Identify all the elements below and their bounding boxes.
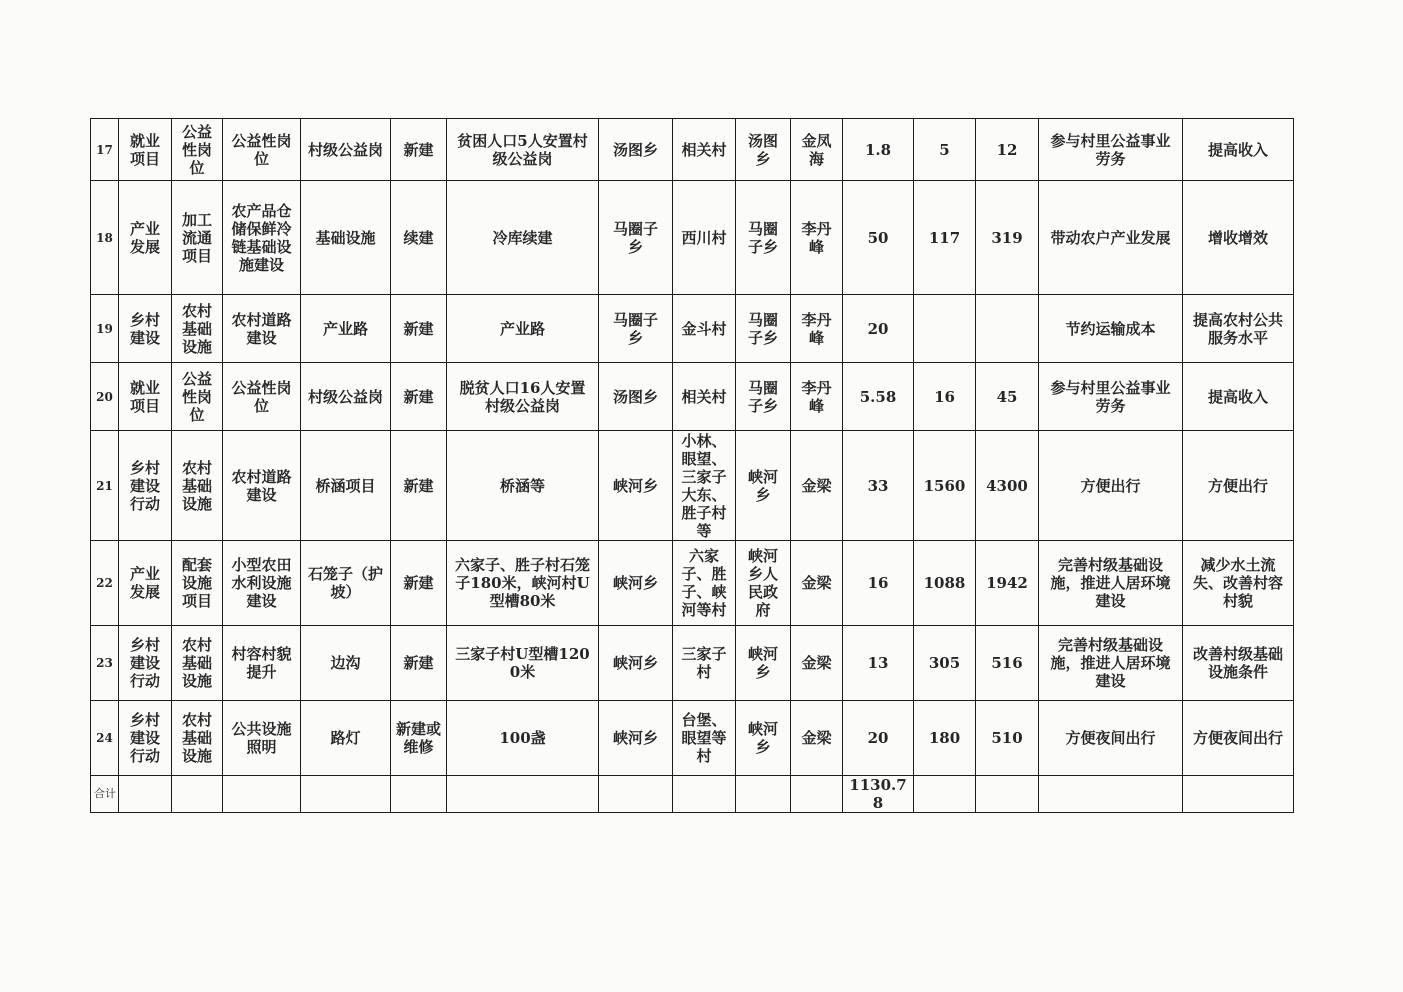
construction-type-cell: 边沟	[301, 626, 391, 701]
empty-cell	[172, 776, 223, 813]
township-cell: 汤图乡	[599, 119, 673, 181]
households-cell	[914, 295, 976, 363]
build-mode-cell: 新建	[391, 363, 447, 431]
project-name-cell: 公益性岗位	[223, 363, 301, 431]
construction-content-cell: 100盏	[447, 701, 599, 776]
subcategory-cell: 农村基础设施	[172, 431, 223, 541]
performance-goal-cell: 减少水土流失、改善村容村貌	[1183, 541, 1294, 626]
responsible-unit-cell: 马圈子乡	[736, 181, 791, 295]
population-cell: 510	[976, 701, 1039, 776]
village-cell: 相关村	[673, 119, 736, 181]
population-cell: 4300	[976, 431, 1039, 541]
households-cell: 305	[914, 626, 976, 701]
category-cell: 就业项目	[119, 119, 172, 181]
category-cell: 产业发展	[119, 541, 172, 626]
responsible-person-cell: 李丹峰	[791, 295, 843, 363]
construction-type-cell: 路灯	[301, 701, 391, 776]
subcategory-cell: 农村基础设施	[172, 626, 223, 701]
village-cell: 六家子、胜子、峡河等村	[673, 541, 736, 626]
build-mode-cell: 续建	[391, 181, 447, 295]
benefit-mechanism-cell: 带动农户产业发展	[1039, 181, 1183, 295]
construction-content-cell: 三家子村U型槽1200米	[447, 626, 599, 701]
village-cell: 台堡、眼望等村	[673, 701, 736, 776]
build-mode-cell: 新建	[391, 626, 447, 701]
performance-goal-cell: 提高农村公共服务水平	[1183, 295, 1294, 363]
responsible-person-cell: 李丹峰	[791, 181, 843, 295]
empty-cell	[447, 776, 599, 813]
performance-goal-cell: 方便出行	[1183, 431, 1294, 541]
subcategory-cell: 公益性岗位	[172, 119, 223, 181]
construction-type-cell: 石笼子（护坡）	[301, 541, 391, 626]
construction-content-cell: 冷库续建	[447, 181, 599, 295]
population-cell: 1942	[976, 541, 1039, 626]
performance-goal-cell: 方便夜间出行	[1183, 701, 1294, 776]
township-cell: 马圈子乡	[599, 181, 673, 295]
population-cell: 45	[976, 363, 1039, 431]
row-number: 18	[91, 181, 119, 295]
funding-cell: 1.8	[843, 119, 914, 181]
funding-cell: 50	[843, 181, 914, 295]
population-cell	[976, 295, 1039, 363]
total-amount: 1130.78	[843, 776, 914, 813]
empty-cell	[736, 776, 791, 813]
benefit-mechanism-cell: 参与村里公益事业劳务	[1039, 363, 1183, 431]
total-row	[91, 776, 1294, 813]
table-row	[91, 181, 1294, 295]
row-number: 22	[91, 541, 119, 626]
row-number: 21	[91, 431, 119, 541]
table-row	[91, 701, 1294, 776]
category-cell: 乡村建设	[119, 295, 172, 363]
funding-cell: 16	[843, 541, 914, 626]
responsible-person-cell: 金梁	[791, 541, 843, 626]
table-row	[91, 363, 1294, 431]
funding-cell: 33	[843, 431, 914, 541]
construction-type-cell: 产业路	[301, 295, 391, 363]
empty-cell	[1039, 776, 1183, 813]
row-number: 17	[91, 119, 119, 181]
project-name-cell: 村容村貌提升	[223, 626, 301, 701]
responsible-person-cell: 李丹峰	[791, 363, 843, 431]
village-cell: 相关村	[673, 363, 736, 431]
empty-cell	[223, 776, 301, 813]
empty-cell	[1183, 776, 1294, 813]
empty-cell	[976, 776, 1039, 813]
construction-content-cell: 六家子、胜子村石笼子180米，峡河村U型槽80米	[447, 541, 599, 626]
table-row	[91, 295, 1294, 363]
households-cell: 5	[914, 119, 976, 181]
row-number: 20	[91, 363, 119, 431]
construction-content-cell: 脱贫人口16人安置村级公益岗	[447, 363, 599, 431]
responsible-person-cell: 金梁	[791, 431, 843, 541]
responsible-unit-cell: 峡河乡	[736, 701, 791, 776]
performance-goal-cell: 改善村级基础设施条件	[1183, 626, 1294, 701]
empty-cell	[119, 776, 172, 813]
empty-cell	[599, 776, 673, 813]
table-row	[91, 541, 1294, 626]
benefit-mechanism-cell: 方便夜间出行	[1039, 701, 1183, 776]
village-cell: 小林、眼望、三家子大东、胜子村等	[673, 431, 736, 541]
project-table	[90, 118, 1294, 813]
township-cell: 峡河乡	[599, 541, 673, 626]
empty-cell	[673, 776, 736, 813]
subcategory-cell: 公益性岗位	[172, 363, 223, 431]
build-mode-cell: 新建	[391, 119, 447, 181]
responsible-unit-cell: 汤图乡	[736, 119, 791, 181]
row-number: 19	[91, 295, 119, 363]
funding-cell: 13	[843, 626, 914, 701]
category-cell: 就业项目	[119, 363, 172, 431]
construction-type-cell: 基础设施	[301, 181, 391, 295]
row-number: 23	[91, 626, 119, 701]
village-cell: 西川村	[673, 181, 736, 295]
construction-content-cell: 桥涵等	[447, 431, 599, 541]
build-mode-cell: 新建	[391, 431, 447, 541]
benefit-mechanism-cell: 完善村级基础设施，推进人居环境建设	[1039, 626, 1183, 701]
township-cell: 峡河乡	[599, 626, 673, 701]
construction-type-cell: 桥涵项目	[301, 431, 391, 541]
table-row	[91, 119, 1294, 181]
category-cell: 乡村建设行动	[119, 701, 172, 776]
performance-goal-cell: 提高收入	[1183, 119, 1294, 181]
subcategory-cell: 农村基础设施	[172, 701, 223, 776]
township-cell: 峡河乡	[599, 701, 673, 776]
subcategory-cell: 农村基础设施	[172, 295, 223, 363]
responsible-person-cell: 金凤海	[791, 119, 843, 181]
township-cell: 马圈子乡	[599, 295, 673, 363]
responsible-unit-cell: 峡河乡	[736, 626, 791, 701]
project-name-cell: 农产品仓储保鲜冷链基础设施建设	[223, 181, 301, 295]
households-cell: 1088	[914, 541, 976, 626]
empty-cell	[391, 776, 447, 813]
benefit-mechanism-cell: 完善村级基础设施，推进人居环境建设	[1039, 541, 1183, 626]
construction-content-cell: 贫困人口5人安置村级公益岗	[447, 119, 599, 181]
responsible-person-cell: 金梁	[791, 701, 843, 776]
performance-goal-cell: 提高收入	[1183, 363, 1294, 431]
performance-goal-cell: 增收增效	[1183, 181, 1294, 295]
population-cell: 516	[976, 626, 1039, 701]
category-cell: 产业发展	[119, 181, 172, 295]
funding-cell: 5.58	[843, 363, 914, 431]
responsible-unit-cell: 马圈子乡	[736, 363, 791, 431]
population-cell: 12	[976, 119, 1039, 181]
build-mode-cell: 新建或维修	[391, 701, 447, 776]
project-name-cell: 公益性岗位	[223, 119, 301, 181]
category-cell: 乡村建设行动	[119, 431, 172, 541]
households-cell: 16	[914, 363, 976, 431]
households-cell: 117	[914, 181, 976, 295]
population-cell: 319	[976, 181, 1039, 295]
village-cell: 金斗村	[673, 295, 736, 363]
row-number: 24	[91, 701, 119, 776]
responsible-unit-cell: 马圈子乡	[736, 295, 791, 363]
table-row	[91, 431, 1294, 541]
table-row	[91, 626, 1294, 701]
construction-type-cell: 村级公益岗	[301, 363, 391, 431]
construction-content-cell: 产业路	[447, 295, 599, 363]
build-mode-cell: 新建	[391, 295, 447, 363]
funding-cell: 20	[843, 701, 914, 776]
total-label: 合计	[91, 776, 119, 813]
households-cell: 180	[914, 701, 976, 776]
construction-type-cell: 村级公益岗	[301, 119, 391, 181]
project-name-cell: 农村道路建设	[223, 295, 301, 363]
responsible-person-cell: 金梁	[791, 626, 843, 701]
township-cell: 汤图乡	[599, 363, 673, 431]
empty-cell	[301, 776, 391, 813]
benefit-mechanism-cell: 参与村里公益事业劳务	[1039, 119, 1183, 181]
subcategory-cell: 加工流通项目	[172, 181, 223, 295]
empty-cell	[791, 776, 843, 813]
funding-cell: 20	[843, 295, 914, 363]
benefit-mechanism-cell: 方便出行	[1039, 431, 1183, 541]
build-mode-cell: 新建	[391, 541, 447, 626]
project-name-cell: 小型农田水利设施建设	[223, 541, 301, 626]
township-cell: 峡河乡	[599, 431, 673, 541]
responsible-unit-cell: 峡河乡人民政府	[736, 541, 791, 626]
households-cell: 1560	[914, 431, 976, 541]
project-name-cell: 农村道路建设	[223, 431, 301, 541]
project-name-cell: 公共设施照明	[223, 701, 301, 776]
subcategory-cell: 配套设施项目	[172, 541, 223, 626]
benefit-mechanism-cell: 节约运输成本	[1039, 295, 1183, 363]
category-cell: 乡村建设行动	[119, 626, 172, 701]
empty-cell	[914, 776, 976, 813]
responsible-unit-cell: 峡河乡	[736, 431, 791, 541]
village-cell: 三家子村	[673, 626, 736, 701]
